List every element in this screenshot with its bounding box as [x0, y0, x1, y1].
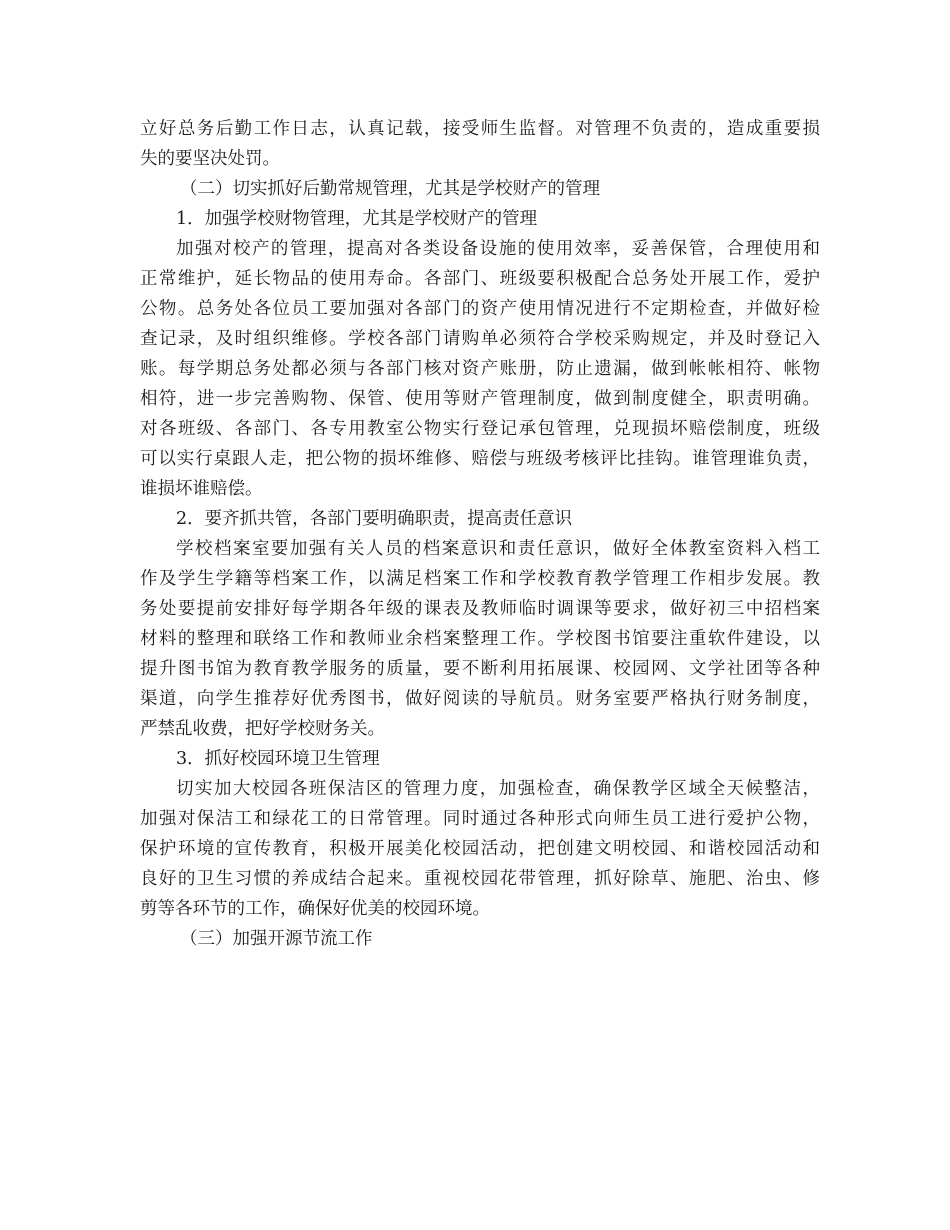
- section-heading: [140, 174, 820, 204]
- heading-text: 1．加强学校财物管理，尤其是学校财产的管理: [176, 209, 538, 229]
- text-line: 严禁乱收费，把好学校财务关。: [140, 719, 385, 739]
- paragraph: [140, 114, 820, 174]
- heading-text: 3．抓好校园环境卫生管理: [176, 749, 380, 769]
- paragraph: [140, 534, 820, 744]
- paragraph: [140, 774, 820, 924]
- text-line: 渠道，向学生推荐好优秀图书，做好阅读的导航员。财务室要严格执行财务制度，: [140, 689, 820, 709]
- text-line: 保护环境的宣传教育，积极开展美化校园活动，把创建文明校园、和谐校园活动和: [140, 839, 820, 859]
- text-line: 剪等各环节的工作，确保好优美的校园环境。: [140, 899, 490, 919]
- text-line: 正常维护，延长物品的使用寿命。各部门、班级要积极配合总务处开展工作，爱护: [140, 269, 820, 289]
- text-line: 公物。总务处各位员工要加强对各部门的资产使用情况进行不定期检查，并做好检: [140, 299, 820, 319]
- subsection-heading: [140, 744, 820, 774]
- heading-text: （三）加强开源节流工作: [180, 929, 373, 949]
- text-line: 查记录，及时组织维修。学校各部门请购单必须符合学校采购规定，并及时登记入: [140, 329, 820, 349]
- text-line: 对各班级、各部门、各专用教室公物实行登记承包管理，兑现损坏赔偿制度，班级: [140, 419, 820, 439]
- paragraph: [140, 234, 820, 504]
- text-line: 作及学生学籍等档案工作，以满足档案工作和学校教育教学管理工作相步发展。教: [140, 569, 820, 589]
- text-line: 材料的整理和联络工作和教师业余档案整理工作。学校图书馆要注重软件建设，以: [140, 629, 820, 649]
- text-line: 提升图书馆为教育教学服务的质量，要不断利用拓展课、校园网、文学社团等各种: [140, 659, 820, 679]
- text-line: 失的要坚决处罚。: [140, 149, 280, 169]
- subsection-heading: [140, 504, 820, 534]
- text-line: 良好的卫生习惯的养成结合起来。重视校园花带管理，抓好除草、施肥、治虫、修: [140, 869, 820, 889]
- subsection-heading: [140, 204, 820, 234]
- heading-text: （二）切实抓好后勤常规管理，尤其是学校财产的管理: [180, 179, 600, 199]
- text-line: 谁损坏谁赔偿。: [140, 479, 263, 499]
- text-line: 相符，进一步完善购物、保管、使用等财产管理制度，做到制度健全，职责明确。: [140, 389, 820, 409]
- text-line: 账。每学期总务处都必须与各部门核对资产账册，防止遗漏，做到帐帐相符、帐物: [140, 359, 820, 379]
- document-body: [140, 114, 820, 954]
- text-line: 加强对校产的管理，提高对各类设备设施的使用效率，妥善保管，合理使用和: [176, 239, 820, 259]
- text-line: 学校档案室要加强有关人员的档案意识和责任意识，做好全体教室资料入档工: [176, 539, 820, 559]
- text-line: 可以实行桌跟人走，把公物的损坏维修、赔偿与班级考核评比挂钩。谁管理谁负责，: [140, 449, 820, 469]
- heading-text: 2．要齐抓共管，各部门要明确职责，提高责任意识: [176, 509, 573, 529]
- text-line: 立好总务后勤工作日志，认真记载，接受师生监督。对管理不负责的，造成重要损: [140, 119, 820, 139]
- text-line: 切实加大校园各班保洁区的管理力度，加强检查，确保教学区域全天候整洁，: [176, 779, 820, 799]
- text-line: 加强对保洁工和绿花工的日常管理。同时通过各种形式向师生员工进行爱护公物，: [140, 809, 820, 829]
- text-line: 务处要提前安排好每学期各年级的课表及教师临时调课等要求，做好初三中招档案: [140, 599, 820, 619]
- section-heading: [140, 924, 820, 954]
